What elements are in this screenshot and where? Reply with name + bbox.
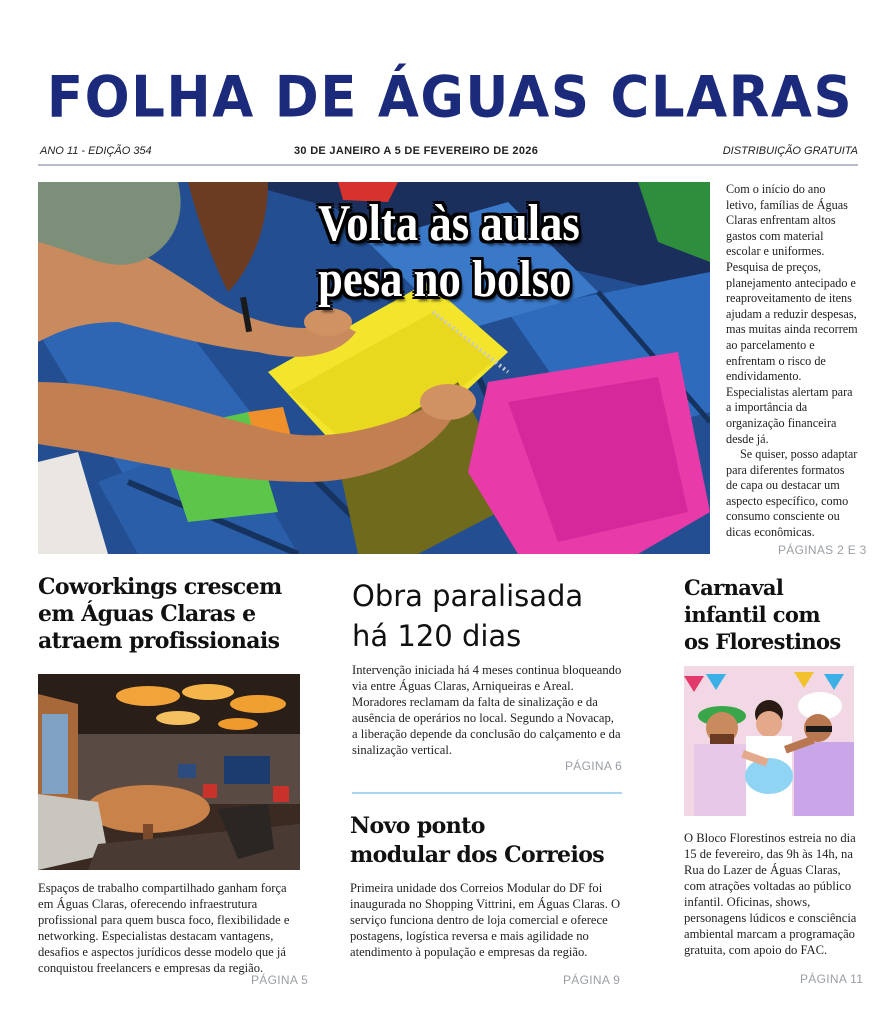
hero-paragraph-1: Com o início do ano letivo, famílias de Águas Claras enfrentam altos gastos com material escolar e uniformes. Pesquisa de preços, planejamento antecipado e reaproveitamento de itens ajudam a reduzir despesas, mas muitas ainda recorrem ao parcelamento e enfrentam o risco de endividamento. Especialistas alertam para a importância da organização financeira desde já. — [726, 182, 858, 446]
carnaval-page-ref[interactable]: PÁGINA 11 — [800, 972, 864, 986]
hero-paragraph-2: Se quiser, posso adaptar para diferentes formatos de capa ou destacar um aspecto específico, como consumo consciente ou dicas econômicas. — [726, 447, 858, 540]
obra-body: Intervenção iniciada há 4 meses continua bloqueando via entre Águas Claras, Arniqueiras e Areal. Moradores reclamam da falta de sinalização e da ausência de operários no local. Segundo a Novacap, a liberação depende da conclusão do calçamento e da sinalização vertical. — [352, 663, 622, 757]
carnaval-body: O Bloco Florestinos estreia no dia 15 de fevereiro, das 9h às 14h, na Rua do Lazer de Águas Claras, com atrações voltadas ao público infantil. Oficinas, shows, personagens lúdicos e consciência ambiental marcam a programação gratuita, com apoio do FAC. — [684, 831, 857, 957]
obra-page-ref[interactable]: PÁGINA 6 — [565, 759, 623, 773]
obra-headline-line-2: há 120 dias — [352, 619, 522, 653]
carnaval-headline-line-1: Carnaval — [684, 575, 784, 600]
coworking-body: Espaços de trabalho compartilhado ganham força em Águas Claras, oferecendo infraestrutura profissional para quem busca foco, flexibilidade e networking. Especialistas destacam vantagens, desafios e aspectos jurídicos desse modelo que já conquistou freelancers e empresas da região. — [38, 881, 290, 975]
hero-headline — [318, 196, 645, 308]
hero-page-ref[interactable]: PÁGINAS 2 E 3 — [778, 543, 867, 557]
distribution-note: DISTRIBUIÇÃO GRATUITA — [722, 145, 858, 157]
hero-article-text — [726, 182, 858, 541]
edition-number: ANO 11 - EDIÇÃO 354 — [40, 145, 152, 157]
newspaper-masthead: FOLHA DE ÁGUAS CLARAS — [46, 64, 854, 131]
correios-body: Primeira unidade dos Correios Modular do DF foi inaugurada no Shopping Vittrini, em Águas Claras. O serviço funciona dentro de loja comercial e oferece postagens, logística reversa e mais agilidade no atendimento à população e empresas da região. — [350, 881, 621, 959]
correios-page-ref[interactable]: PÁGINA 9 — [563, 973, 621, 987]
carnaval-headline — [684, 574, 864, 655]
carnaval-photo — [684, 666, 854, 816]
hero-headline-line-1: Volta às aulas — [318, 195, 580, 252]
coworking-headline: Coworkings crescem em Águas Claras e atraem profissionais — [38, 574, 282, 654]
column-divider — [352, 792, 622, 794]
correios-headline-line-1: Novo ponto — [350, 813, 485, 839]
coworking-page-ref[interactable]: PÁGINA 5 — [251, 973, 309, 987]
coworking-photo — [38, 674, 300, 870]
obra-headline — [352, 576, 622, 656]
carnaval-headline-line-2: infantil com — [684, 602, 820, 627]
issue-date-range: 30 DE JANEIRO A 5 DE FEVEREIRO DE 2026 — [294, 145, 539, 157]
carnaval-headline-line-3: os Florestinos — [684, 629, 841, 654]
hero-headline-line-2: pesa no bolso — [318, 251, 572, 308]
obra-headline-line-1: Obra paralisada — [352, 579, 584, 613]
correios-headline-line-2: modular dos Correios — [350, 842, 605, 868]
masthead-rule — [38, 164, 858, 166]
correios-headline — [350, 812, 640, 870]
